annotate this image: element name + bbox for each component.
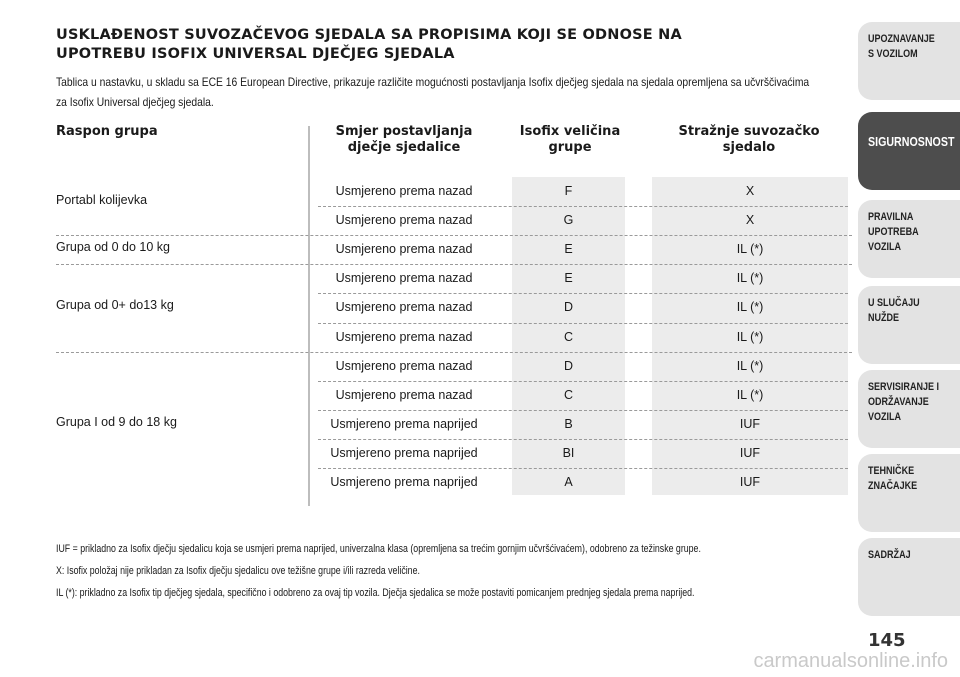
page-title	[56, 26, 816, 64]
side-tab-label: PRAVILNA	[868, 211, 914, 223]
table-cell-size: BI	[562, 445, 575, 460]
header-rear-line-2: sjedalo	[722, 140, 776, 155]
watermark: carmanualsonline.info	[753, 650, 948, 672]
intro-line-2: za Isofix Universal dječjeg sjedala.	[56, 95, 214, 109]
side-tab-label: VOZILA	[868, 411, 902, 423]
table-cell-direction: Usmjereno prema nazad	[335, 271, 473, 286]
header-rear-line-1: Stražnje suvozačko	[678, 124, 820, 139]
side-tab-label: UPOTREBA	[868, 226, 919, 238]
side-tab-label: TEHNIČKE	[868, 465, 915, 477]
side-tab-label: SIGURNOSNOST	[868, 134, 955, 149]
side-tab-7[interactable]	[858, 538, 960, 616]
table-cell-size: E	[564, 271, 573, 286]
table-cell-size: B	[564, 416, 573, 431]
table-cell-direction: Usmjereno prema nazad	[335, 300, 473, 315]
header-direction-line-2: dječje sjedalice	[347, 140, 461, 155]
table-cell-rear: IUF	[739, 416, 761, 431]
intro-line-1: Tablica u nastavku, u skladu sa ECE 16 European Directive, prikazuje različite mogućnosti postavljanja Isofix dječjeg sjedala na sjedala opremljena sa učvrščivaćima	[56, 75, 810, 89]
table-cell-size: D	[563, 358, 574, 373]
side-tab-label: SADRŽAJ	[868, 549, 911, 561]
table-cell-size: A	[564, 475, 573, 489]
table-cell-rear: IUF	[739, 475, 761, 489]
side-tab-5[interactable]	[858, 370, 960, 448]
group-label-0plus: Grupa od 0+ do13 kg	[56, 298, 174, 312]
header-range-label: Raspon grupa	[56, 124, 158, 139]
table-cell-size: C	[563, 329, 574, 344]
table-cell-direction: Usmjereno prema nazad	[335, 329, 473, 344]
table-cell-direction: Usmjereno prema nazad	[335, 387, 473, 402]
table-cell-direction: Usmjereno prema nazad	[335, 242, 473, 257]
side-tab-label: VOZILA	[868, 241, 902, 253]
group-label-1: Grupa I od 9 do 18 kg	[56, 415, 177, 429]
table-cell-direction: Usmjereno prema naprijed	[330, 416, 478, 431]
title-line-2: UPOTREBU ISOFIX UNIVERSAL DJEČJEG SJEDALA	[56, 46, 455, 62]
table-cell-rear: IL (*)	[736, 242, 764, 257]
table-cell-direction: Usmjereno prema nazad	[335, 358, 473, 373]
table-cell-rear: IL (*)	[736, 271, 764, 286]
table-cell-size: C	[563, 387, 574, 402]
side-tab-4[interactable]	[858, 286, 960, 364]
table-cell-rear: IL (*)	[736, 300, 764, 315]
header-direction	[318, 124, 490, 156]
intro-paragraph	[56, 72, 810, 112]
side-tab-label: SERVISIRANJE I	[868, 381, 940, 393]
side-tab-label: ZNAČAJKE	[868, 480, 918, 492]
table-cell-size: F	[564, 184, 573, 198]
side-tab-2[interactable]	[858, 112, 960, 190]
header-size-line-2: grupe	[548, 140, 592, 155]
table-cell-rear: IL (*)	[736, 387, 764, 402]
side-tab-3[interactable]	[858, 200, 960, 278]
table-cell-direction: Usmjereno prema nazad	[335, 184, 473, 198]
note-x: X: Isofix položaj nije prikladan za Isofix dječju sjedalicu ove težišne grupe i/ili razreda veličine.	[56, 565, 420, 577]
side-tab-label: UPOZNAVANJE	[868, 33, 935, 45]
table-cell-rear: X	[745, 213, 755, 228]
table-cell-rear: IUF	[739, 445, 761, 460]
title-line-1: USKLAĐENOST SUVOZAČEVOG SJEDALA SA PROPISIMA KOJI SE ODNOSE NA	[56, 27, 682, 43]
group-label-carrycot: Portabl kolijevka	[56, 193, 148, 207]
side-tab-label: S VOZILOM	[868, 48, 918, 60]
table-cell-direction: Usmjereno prema naprijed	[330, 475, 478, 489]
note-iuf: IUF = prikladno za Isofix dječju sjedalicu koja se usmjeri prema naprijed, univerzalna klasa (opremljena sa trećim gornjim učvršćivaćem), odobreno za težinske grupe.	[56, 543, 701, 555]
table-cell-size: E	[564, 242, 573, 257]
header-range	[56, 124, 256, 140]
header-size-line-1: Isofix veličina	[519, 124, 621, 139]
table-divider	[308, 126, 310, 506]
footnotes	[56, 538, 848, 604]
table-cell-size: G	[563, 213, 574, 228]
table-cell-size: D	[563, 300, 574, 315]
side-tab-1[interactable]	[858, 22, 960, 100]
table-cell-rear: IL (*)	[736, 329, 764, 344]
page-number: 145	[868, 630, 906, 651]
group-label-0: Grupa od 0 do 10 kg	[56, 240, 170, 254]
header-direction-line-1: Smjer postavljanja	[335, 124, 473, 139]
side-tab-label: ODRŽAVANJE	[868, 396, 929, 408]
table-cell-rear: IL (*)	[736, 358, 764, 373]
side-tab-label: U SLUČAJU	[868, 297, 920, 309]
side-tab-label: NUŽDE	[868, 312, 900, 324]
table-cell-rear: X	[745, 184, 755, 198]
table-cell-direction: Usmjereno prema nazad	[335, 213, 473, 228]
header-rear-seat	[650, 124, 848, 156]
header-size	[508, 124, 632, 156]
table-cell-direction: Usmjereno prema naprijed	[330, 445, 478, 460]
note-il: IL (*): prikladno za Isofix tip dječjeg sjedala, specifično i odobreno za ovaj tip vozila. Dječja sjedalica se može postaviti pomicanjem prednjeg sjedala prema naprijed.	[56, 587, 695, 599]
side-tab-6[interactable]	[858, 454, 960, 532]
